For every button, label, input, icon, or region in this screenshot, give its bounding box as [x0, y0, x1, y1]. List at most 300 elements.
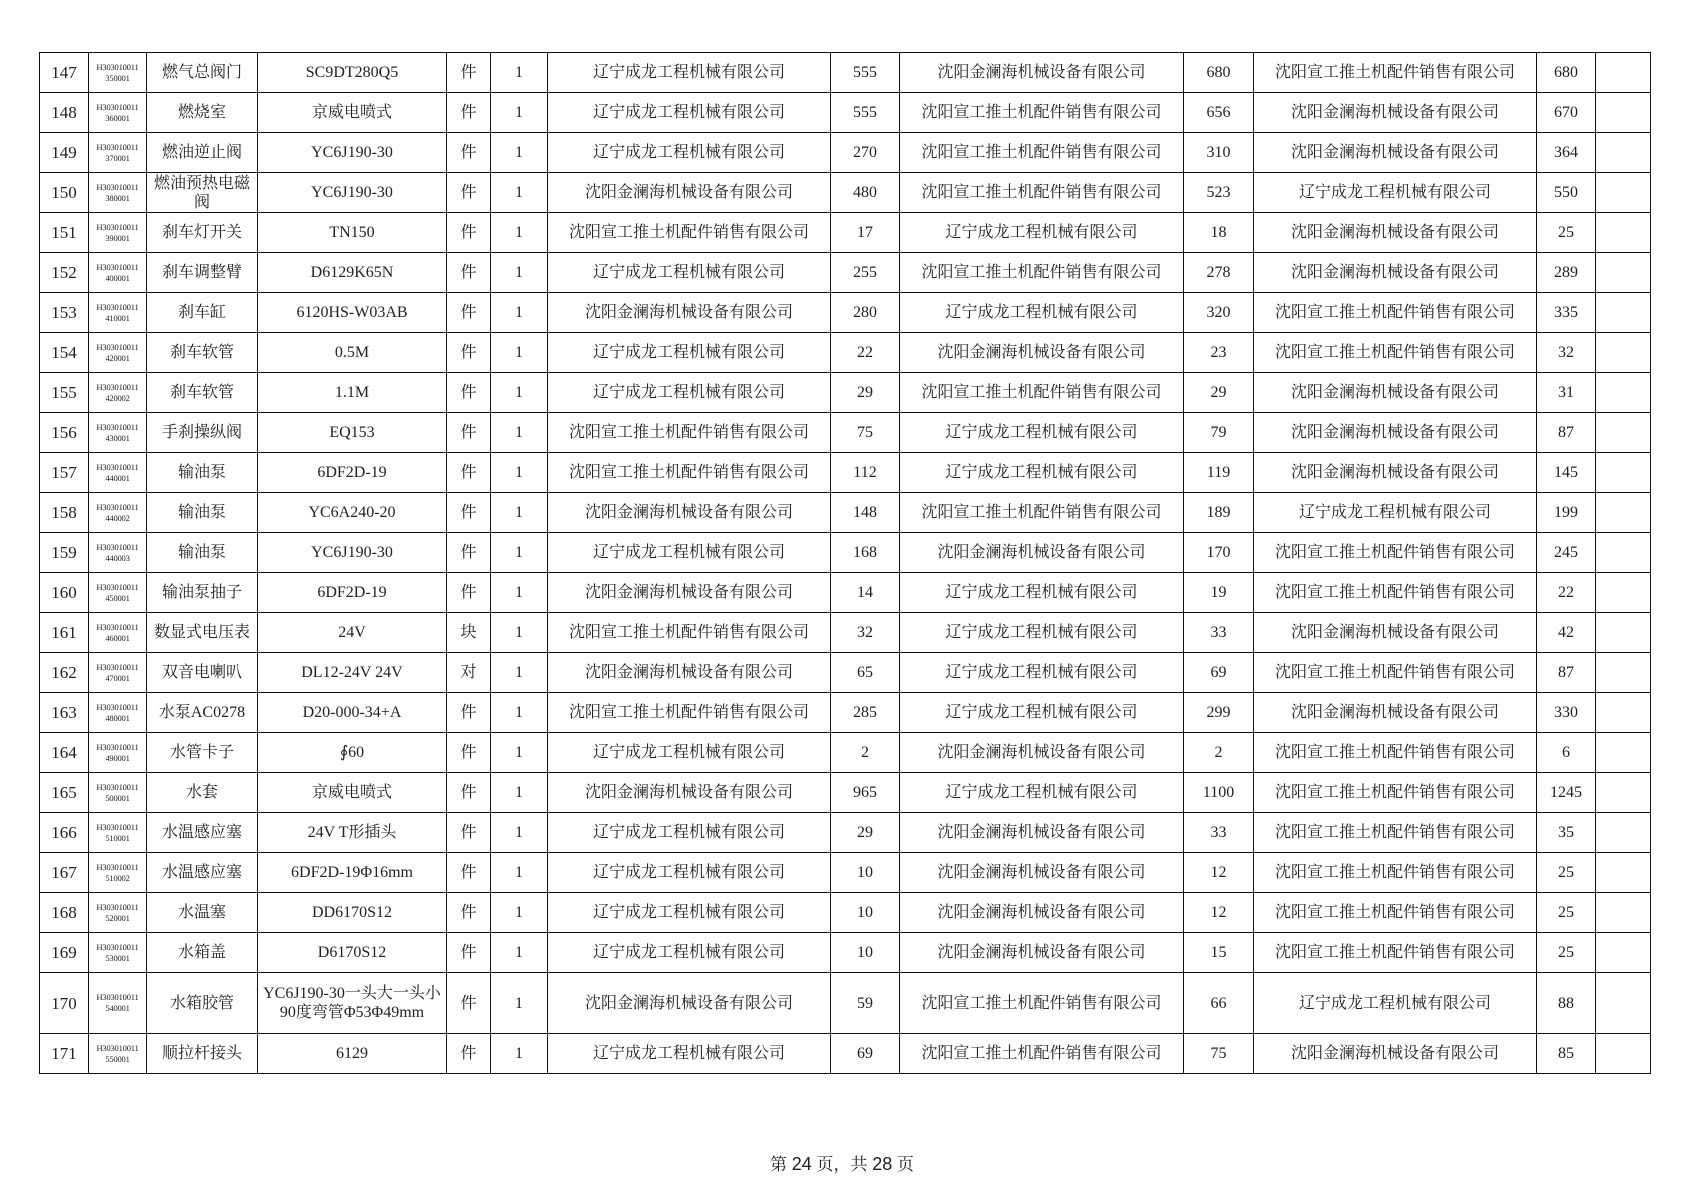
item-number-cell: 150 — [40, 173, 89, 213]
supplier-1-cell: 辽宁成龙工程机械有限公司 — [548, 1034, 831, 1074]
price-3-cell: 289 — [1537, 253, 1596, 293]
supplier-1-cell: 沈阳金澜海机械设备有限公司 — [548, 493, 831, 533]
supplier-1-cell: 沈阳金澜海机械设备有限公司 — [548, 773, 831, 813]
page-prefix: 第 — [770, 1155, 792, 1174]
remark-cell — [1596, 53, 1651, 93]
remark-cell — [1596, 253, 1651, 293]
table-row — [40, 613, 1651, 653]
remark-cell — [1596, 853, 1651, 893]
supplier-2-cell: 沈阳金澜海机械设备有限公司 — [900, 53, 1184, 93]
unit-cell: 件 — [447, 373, 491, 413]
material-code-line: 370001 — [105, 152, 130, 163]
unit-cell: 件 — [447, 253, 491, 293]
current-page: 24 — [791, 1154, 812, 1174]
table-row — [40, 293, 1651, 333]
supplier-1-cell: 辽宁成龙工程机械有限公司 — [548, 133, 831, 173]
price-3-cell: 85 — [1537, 1034, 1596, 1074]
item-number-cell: 166 — [40, 813, 89, 853]
price-3-cell: 25 — [1537, 933, 1596, 973]
supplier-3-cell: 沈阳金澜海机械设备有限公司 — [1254, 453, 1537, 493]
price-1-cell: 555 — [831, 93, 900, 133]
supplier-1-cell: 辽宁成龙工程机械有限公司 — [548, 253, 831, 293]
price-2-cell: 19 — [1184, 573, 1254, 613]
price-3-cell: 31 — [1537, 373, 1596, 413]
supplier-2-cell: 沈阳宣工推土机配件销售有限公司 — [900, 973, 1184, 1034]
item-number-cell: 168 — [40, 893, 89, 933]
item-spec-cell: DD6170S12 — [258, 893, 447, 933]
unit-cell: 件 — [447, 213, 491, 253]
price-2-cell: 29 — [1184, 373, 1254, 413]
supplier-2-cell: 沈阳宣工推土机配件销售有限公司 — [900, 93, 1184, 133]
unit-cell: 件 — [447, 933, 491, 973]
material-code-line: H303010011 — [96, 941, 139, 952]
supplier-2-cell: 辽宁成龙工程机械有限公司 — [900, 773, 1184, 813]
price-1-cell: 32 — [831, 613, 900, 653]
price-2-cell: 12 — [1184, 893, 1254, 933]
item-number-cell: 152 — [40, 253, 89, 293]
item-spec-cell: 6DF2D-19Φ16mm — [258, 853, 447, 893]
supplier-3-cell: 沈阳金澜海机械设备有限公司 — [1254, 613, 1537, 653]
item-spec-cell: 6120HS-W03AB — [258, 293, 447, 333]
remark-cell — [1596, 973, 1651, 1034]
material-code-line: H303010011 — [96, 341, 139, 352]
price-1-cell: 270 — [831, 133, 900, 173]
remark-cell — [1596, 533, 1651, 573]
remark-cell — [1596, 573, 1651, 613]
price-1-cell: 75 — [831, 413, 900, 453]
remark-cell — [1596, 733, 1651, 773]
item-spec-cell: 6DF2D-19 — [258, 573, 447, 613]
material-code-line: H303010011 — [96, 461, 139, 472]
supplier-1-cell: 沈阳金澜海机械设备有限公司 — [548, 293, 831, 333]
price-2-cell: 23 — [1184, 333, 1254, 373]
material-code-line: H303010011 — [96, 741, 139, 752]
supplier-3-cell: 沈阳金澜海机械设备有限公司 — [1254, 413, 1537, 453]
material-code-line: 450001 — [105, 592, 130, 603]
item-name-cell: 输油泵抽子 — [147, 573, 258, 613]
supplier-2-cell: 辽宁成龙工程机械有限公司 — [900, 653, 1184, 693]
material-code-cell — [89, 213, 147, 253]
unit-cell: 件 — [447, 173, 491, 213]
material-code-line: H303010011 — [96, 301, 139, 312]
price-1-cell: 22 — [831, 333, 900, 373]
price-1-cell: 255 — [831, 253, 900, 293]
remark-cell — [1596, 213, 1651, 253]
remark-cell — [1596, 613, 1651, 653]
table-row — [40, 213, 1651, 253]
supplier-3-cell: 沈阳宣工推土机配件销售有限公司 — [1254, 733, 1537, 773]
quantity-cell: 1 — [491, 613, 548, 653]
supplier-2-cell: 辽宁成龙工程机械有限公司 — [900, 453, 1184, 493]
material-code-line: 390001 — [105, 232, 130, 243]
supplier-1-cell: 沈阳宣工推土机配件销售有限公司 — [548, 613, 831, 653]
material-code-line: H303010011 — [96, 261, 139, 272]
table-row — [40, 373, 1651, 413]
supplier-1-cell: 辽宁成龙工程机械有限公司 — [548, 893, 831, 933]
material-code-line: 350001 — [105, 72, 130, 83]
remark-cell — [1596, 413, 1651, 453]
price-1-cell: 17 — [831, 213, 900, 253]
table-row — [40, 573, 1651, 613]
remark-cell — [1596, 493, 1651, 533]
quantity-cell: 1 — [491, 133, 548, 173]
price-2-cell: 299 — [1184, 693, 1254, 733]
item-number-cell: 161 — [40, 613, 89, 653]
material-code-line: H303010011 — [96, 181, 139, 192]
price-2-cell: 523 — [1184, 173, 1254, 213]
table-row — [40, 413, 1651, 453]
price-3-cell: 335 — [1537, 293, 1596, 333]
supplier-1-cell: 辽宁成龙工程机械有限公司 — [548, 813, 831, 853]
price-1-cell: 59 — [831, 973, 900, 1034]
quantity-cell: 1 — [491, 933, 548, 973]
quantity-cell: 1 — [491, 813, 548, 853]
unit-cell: 件 — [447, 1034, 491, 1074]
item-spec-cell: 6DF2D-19 — [258, 453, 447, 493]
supplier-2-cell: 辽宁成龙工程机械有限公司 — [900, 693, 1184, 733]
quantity-cell: 1 — [491, 693, 548, 733]
item-number-cell: 159 — [40, 533, 89, 573]
remark-cell — [1596, 773, 1651, 813]
price-2-cell: 680 — [1184, 53, 1254, 93]
supplier-1-cell: 辽宁成龙工程机械有限公司 — [548, 93, 831, 133]
item-name-cell: 水箱盖 — [147, 933, 258, 973]
price-3-cell: 245 — [1537, 533, 1596, 573]
item-name-cell: 刹车调整臂 — [147, 253, 258, 293]
material-code-line: H303010011 — [96, 621, 139, 632]
supplier-3-cell: 沈阳宣工推土机配件销售有限公司 — [1254, 893, 1537, 933]
item-spec-cell: D6129K65N — [258, 253, 447, 293]
material-code-cell — [89, 93, 147, 133]
page-middle: 页，共 — [811, 1155, 873, 1174]
table-row — [40, 93, 1651, 133]
unit-cell: 件 — [447, 573, 491, 613]
price-2-cell: 79 — [1184, 413, 1254, 453]
price-1-cell: 10 — [831, 893, 900, 933]
material-code-cell — [89, 253, 147, 293]
material-code-cell — [89, 933, 147, 973]
material-code-cell — [89, 573, 147, 613]
item-name-cell: 刹车缸 — [147, 293, 258, 333]
supplier-2-cell: 辽宁成龙工程机械有限公司 — [900, 413, 1184, 453]
price-2-cell: 119 — [1184, 453, 1254, 493]
item-number-cell: 170 — [40, 973, 89, 1034]
item-name-cell: 水温感应塞 — [147, 813, 258, 853]
table-row — [40, 493, 1651, 533]
price-1-cell: 480 — [831, 173, 900, 213]
supplier-2-cell: 沈阳宣工推土机配件销售有限公司 — [900, 173, 1184, 213]
item-name-cell: 燃气总阀门 — [147, 53, 258, 93]
unit-cell: 件 — [447, 453, 491, 493]
material-code-cell — [89, 893, 147, 933]
material-code-cell — [89, 413, 147, 453]
item-name-cell: 顺拉杆接头 — [147, 1034, 258, 1074]
material-code-line: 380001 — [105, 192, 130, 203]
price-3-cell: 87 — [1537, 413, 1596, 453]
table-row — [40, 253, 1651, 293]
price-3-cell: 25 — [1537, 853, 1596, 893]
material-code-line: 550001 — [105, 1053, 130, 1064]
table-row — [40, 893, 1651, 933]
page-number — [0, 1150, 1684, 1175]
supplier-2-cell: 沈阳金澜海机械设备有限公司 — [900, 333, 1184, 373]
item-name-cell: 刹车软管 — [147, 373, 258, 413]
price-1-cell: 29 — [831, 373, 900, 413]
item-name-cell: 水温感应塞 — [147, 853, 258, 893]
material-code-line: 360001 — [105, 112, 130, 123]
item-spec-cell: 24V — [258, 613, 447, 653]
price-3-cell: 22 — [1537, 573, 1596, 613]
item-number-cell: 156 — [40, 413, 89, 453]
supplier-2-cell: 沈阳宣工推土机配件销售有限公司 — [900, 493, 1184, 533]
supplier-1-cell: 辽宁成龙工程机械有限公司 — [548, 533, 831, 573]
table-row — [40, 533, 1651, 573]
price-2-cell: 2 — [1184, 733, 1254, 773]
supplier-1-cell: 沈阳金澜海机械设备有限公司 — [548, 653, 831, 693]
item-number-cell: 160 — [40, 573, 89, 613]
item-spec-cell: 24V T形插头 — [258, 813, 447, 853]
material-code-line: 410001 — [105, 312, 130, 323]
material-code-line: H303010011 — [96, 1042, 139, 1053]
supplier-2-cell: 沈阳金澜海机械设备有限公司 — [900, 733, 1184, 773]
price-1-cell: 965 — [831, 773, 900, 813]
unit-cell: 件 — [447, 333, 491, 373]
quantity-cell: 1 — [491, 213, 548, 253]
material-code-line: 460001 — [105, 632, 130, 643]
supplier-3-cell: 沈阳金澜海机械设备有限公司 — [1254, 373, 1537, 413]
price-1-cell: 10 — [831, 933, 900, 973]
price-1-cell: 280 — [831, 293, 900, 333]
quantity-cell: 1 — [491, 333, 548, 373]
supplier-2-cell: 辽宁成龙工程机械有限公司 — [900, 293, 1184, 333]
price-3-cell: 25 — [1537, 213, 1596, 253]
unit-cell: 件 — [447, 533, 491, 573]
material-code-line: 440003 — [105, 552, 130, 563]
supplier-3-cell: 沈阳金澜海机械设备有限公司 — [1254, 93, 1537, 133]
material-code-line: H303010011 — [96, 101, 139, 112]
remark-cell — [1596, 453, 1651, 493]
item-number-cell: 155 — [40, 373, 89, 413]
price-1-cell: 65 — [831, 653, 900, 693]
quantity-cell: 1 — [491, 373, 548, 413]
supplier-2-cell: 沈阳宣工推土机配件销售有限公司 — [900, 133, 1184, 173]
supplier-3-cell: 沈阳宣工推土机配件销售有限公司 — [1254, 533, 1537, 573]
material-code-line: 520001 — [105, 912, 130, 923]
quantity-cell: 1 — [491, 413, 548, 453]
price-1-cell: 10 — [831, 853, 900, 893]
price-1-cell: 14 — [831, 573, 900, 613]
material-code-line: 440002 — [105, 512, 130, 523]
supplier-3-cell: 沈阳宣工推土机配件销售有限公司 — [1254, 853, 1537, 893]
supplier-3-cell: 沈阳金澜海机械设备有限公司 — [1254, 1034, 1537, 1074]
supplier-3-cell: 辽宁成龙工程机械有限公司 — [1254, 173, 1537, 213]
supplier-1-cell: 辽宁成龙工程机械有限公司 — [548, 333, 831, 373]
supplier-3-cell: 沈阳金澜海机械设备有限公司 — [1254, 693, 1537, 733]
table-row — [40, 773, 1651, 813]
quantity-cell: 1 — [491, 173, 548, 213]
remark-cell — [1596, 813, 1651, 853]
supplier-3-cell: 沈阳金澜海机械设备有限公司 — [1254, 133, 1537, 173]
price-1-cell: 2 — [831, 733, 900, 773]
unit-cell: 件 — [447, 893, 491, 933]
material-code-line: 490001 — [105, 752, 130, 763]
price-2-cell: 12 — [1184, 853, 1254, 893]
table-row — [40, 333, 1651, 373]
material-code-line: 470001 — [105, 672, 130, 683]
item-number-cell: 147 — [40, 53, 89, 93]
supplier-2-cell: 辽宁成龙工程机械有限公司 — [900, 573, 1184, 613]
price-2-cell: 310 — [1184, 133, 1254, 173]
price-2-cell: 75 — [1184, 1034, 1254, 1074]
item-number-cell: 165 — [40, 773, 89, 813]
price-1-cell: 148 — [831, 493, 900, 533]
supplier-1-cell: 辽宁成龙工程机械有限公司 — [548, 853, 831, 893]
price-2-cell: 18 — [1184, 213, 1254, 253]
price-2-cell: 33 — [1184, 813, 1254, 853]
item-number-cell: 154 — [40, 333, 89, 373]
material-code-line: 420002 — [105, 392, 130, 403]
supplier-2-cell: 沈阳金澜海机械设备有限公司 — [900, 893, 1184, 933]
supplier-1-cell: 辽宁成龙工程机械有限公司 — [548, 733, 831, 773]
supplier-1-cell: 辽宁成龙工程机械有限公司 — [548, 53, 831, 93]
table-row — [40, 973, 1651, 1034]
item-spec-cell: 京威电喷式 — [258, 93, 447, 133]
price-2-cell: 170 — [1184, 533, 1254, 573]
item-name-cell: 输油泵 — [147, 453, 258, 493]
material-code-line: H303010011 — [96, 992, 139, 1002]
material-code-cell — [89, 133, 147, 173]
price-2-cell: 15 — [1184, 933, 1254, 973]
supplier-3-cell: 辽宁成龙工程机械有限公司 — [1254, 493, 1537, 533]
price-3-cell: 680 — [1537, 53, 1596, 93]
item-spec-cell: SC9DT280Q5 — [258, 53, 447, 93]
item-spec-cell: D20-000-34+A — [258, 693, 447, 733]
material-code-line: 540001 — [105, 1003, 130, 1013]
material-code-cell — [89, 1034, 147, 1074]
unit-cell: 件 — [447, 693, 491, 733]
price-2-cell: 320 — [1184, 293, 1254, 333]
supplier-3-cell: 沈阳宣工推土机配件销售有限公司 — [1254, 333, 1537, 373]
material-code-line: H303010011 — [96, 861, 139, 872]
supplier-3-cell: 沈阳宣工推土机配件销售有限公司 — [1254, 53, 1537, 93]
unit-cell: 块 — [447, 613, 491, 653]
material-code-cell — [89, 973, 147, 1034]
remark-cell — [1596, 933, 1651, 973]
supplier-1-cell: 沈阳宣工推土机配件销售有限公司 — [548, 413, 831, 453]
material-code-cell — [89, 173, 147, 213]
price-2-cell: 33 — [1184, 613, 1254, 653]
material-code-cell — [89, 293, 147, 333]
remark-cell — [1596, 133, 1651, 173]
material-code-line: 420001 — [105, 352, 130, 363]
item-spec-cell: 1.1M — [258, 373, 447, 413]
material-code-cell — [89, 533, 147, 573]
supplier-1-cell: 沈阳金澜海机械设备有限公司 — [548, 973, 831, 1034]
item-number-cell: 157 — [40, 453, 89, 493]
material-code-line: 530001 — [105, 952, 130, 963]
price-1-cell: 69 — [831, 1034, 900, 1074]
material-code-cell — [89, 853, 147, 893]
price-2-cell: 189 — [1184, 493, 1254, 533]
material-code-line: 440001 — [105, 472, 130, 483]
item-name-cell: 水温塞 — [147, 893, 258, 933]
material-code-line: H303010011 — [96, 581, 139, 592]
remark-cell — [1596, 373, 1651, 413]
price-3-cell: 35 — [1537, 813, 1596, 853]
item-name-cell: 水管卡子 — [147, 733, 258, 773]
material-code-cell — [89, 493, 147, 533]
supplier-3-cell: 沈阳宣工推土机配件销售有限公司 — [1254, 573, 1537, 613]
item-number-cell: 167 — [40, 853, 89, 893]
quantity-cell: 1 — [491, 453, 548, 493]
item-name-cell: 燃油预热电磁阀 — [147, 173, 258, 213]
table-row — [40, 173, 1651, 213]
supplier-2-cell: 辽宁成龙工程机械有限公司 — [900, 613, 1184, 653]
material-code-line: 510002 — [105, 872, 130, 883]
supplier-2-cell: 沈阳宣工推土机配件销售有限公司 — [900, 253, 1184, 293]
page-suffix: 页 — [892, 1155, 914, 1174]
material-code-cell — [89, 653, 147, 693]
material-code-line: 480001 — [105, 712, 130, 723]
material-code-cell — [89, 453, 147, 493]
price-3-cell: 87 — [1537, 653, 1596, 693]
material-code-line: H303010011 — [96, 901, 139, 912]
supplier-3-cell: 沈阳宣工推土机配件销售有限公司 — [1254, 933, 1537, 973]
item-name-cell: 燃油逆止阀 — [147, 133, 258, 173]
quantity-cell: 1 — [491, 53, 548, 93]
unit-cell: 件 — [447, 133, 491, 173]
item-number-cell: 162 — [40, 653, 89, 693]
quantity-cell: 1 — [491, 773, 548, 813]
supplier-2-cell: 沈阳金澜海机械设备有限公司 — [900, 813, 1184, 853]
item-spec-cell: 0.5M — [258, 333, 447, 373]
supplier-3-cell: 沈阳宣工推土机配件销售有限公司 — [1254, 653, 1537, 693]
price-comparison-table — [39, 52, 1651, 1074]
supplier-3-cell: 沈阳宣工推土机配件销售有限公司 — [1254, 813, 1537, 853]
material-code-line: H303010011 — [96, 141, 139, 152]
supplier-2-cell: 沈阳宣工推土机配件销售有限公司 — [900, 1034, 1184, 1074]
item-spec-cell: 京威电喷式 — [258, 773, 447, 813]
supplier-1-cell: 沈阳金澜海机械设备有限公司 — [548, 573, 831, 613]
supplier-1-cell: 沈阳宣工推土机配件销售有限公司 — [548, 453, 831, 493]
table-row — [40, 693, 1651, 733]
price-1-cell: 168 — [831, 533, 900, 573]
remark-cell — [1596, 1034, 1651, 1074]
price-3-cell: 32 — [1537, 333, 1596, 373]
supplier-1-cell: 辽宁成龙工程机械有限公司 — [548, 373, 831, 413]
supplier-1-cell: 沈阳宣工推土机配件销售有限公司 — [548, 693, 831, 733]
quantity-cell: 1 — [491, 533, 548, 573]
item-spec-cell: YC6A240-20 — [258, 493, 447, 533]
unit-cell: 件 — [447, 493, 491, 533]
material-code-line: H303010011 — [96, 541, 139, 552]
item-name-cell: 数显式电压表 — [147, 613, 258, 653]
price-2-cell: 69 — [1184, 653, 1254, 693]
item-name-cell: 燃烧室 — [147, 93, 258, 133]
price-3-cell: 25 — [1537, 893, 1596, 933]
table-row — [40, 53, 1651, 93]
price-3-cell: 88 — [1537, 973, 1596, 1034]
material-code-line: H303010011 — [96, 381, 139, 392]
unit-cell: 对 — [447, 653, 491, 693]
price-3-cell: 145 — [1537, 453, 1596, 493]
table-row — [40, 133, 1651, 173]
quantity-cell: 1 — [491, 973, 548, 1034]
material-code-cell — [89, 613, 147, 653]
price-3-cell: 42 — [1537, 613, 1596, 653]
supplier-1-cell: 辽宁成龙工程机械有限公司 — [548, 933, 831, 973]
unit-cell: 件 — [447, 813, 491, 853]
